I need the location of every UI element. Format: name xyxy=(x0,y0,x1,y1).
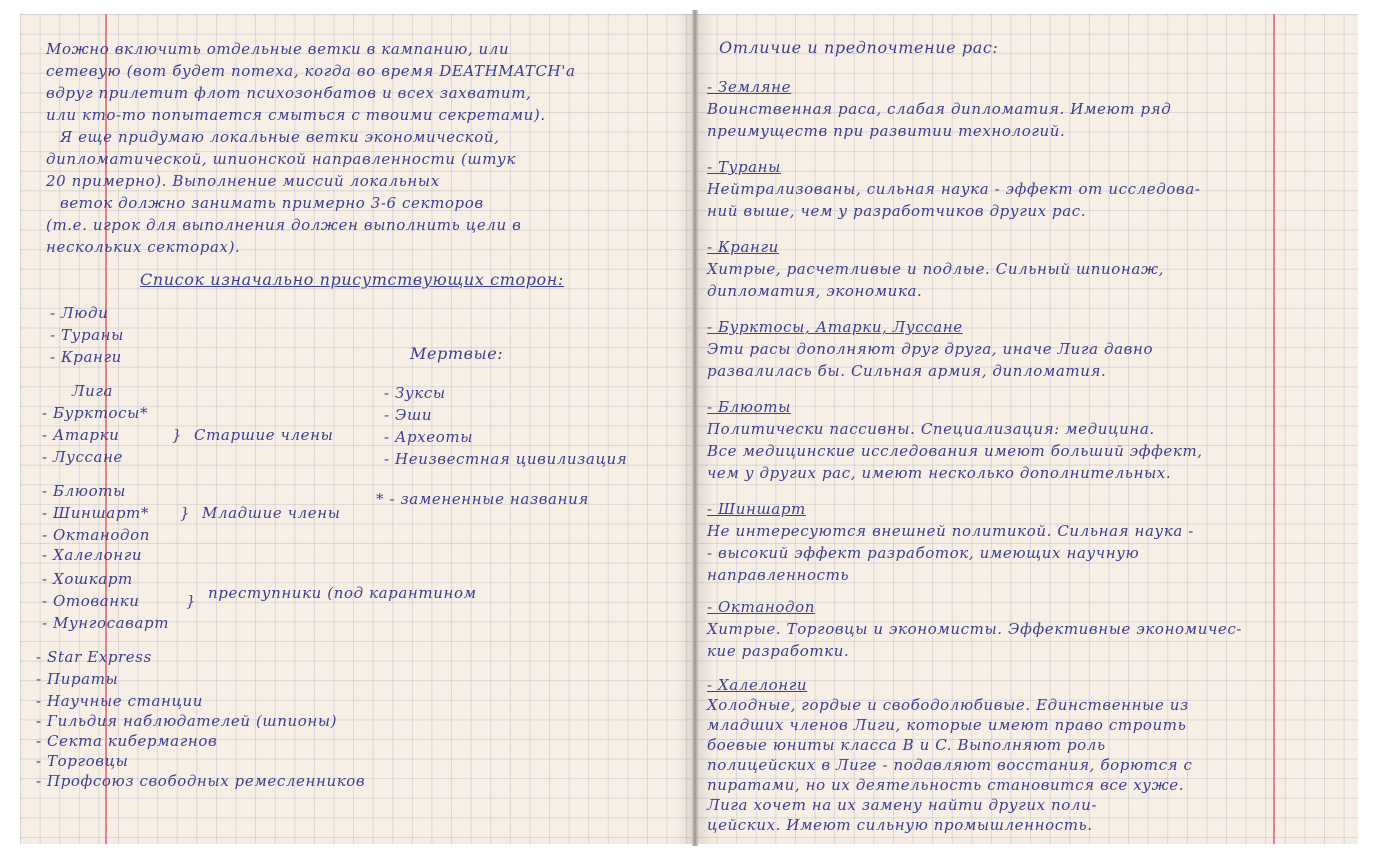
section-heading: - Халелонги xyxy=(707,676,808,694)
criminal-item: - Хошкарт xyxy=(42,570,133,588)
list-item: - Тураны xyxy=(50,326,124,344)
section-line: Холодные, гордые и свободолюбивые. Единственные из xyxy=(707,696,1189,714)
section-line: Эти расы дополняют друг друга, иначе Лига давно xyxy=(707,340,1154,358)
section-line: Хитрые, расчетливые и подлые. Сильный шпионаж, xyxy=(707,260,1164,278)
misc-item: - Гильдия наблюдателей (шпионы) xyxy=(36,712,338,730)
misc-item: - Секта кибермагнов xyxy=(36,732,218,750)
section-line: дипломатия, экономика. xyxy=(707,282,923,300)
senior-label: Старшие члены xyxy=(194,426,334,444)
right-page xyxy=(697,14,1358,844)
section-line: боевые юниты класса B и C. Выполняют роль xyxy=(707,736,1106,754)
section-heading: - Кранги xyxy=(707,238,779,256)
misc-item: - Профсоюз свободных ремесленников xyxy=(36,772,366,790)
misc-item: - Научные станции xyxy=(36,692,204,710)
intro-line: 20 примерно). Выполнение миссий локальных xyxy=(46,172,440,190)
misc-item: - Торговцы xyxy=(36,752,129,770)
list-title: Список изначально присутствующих сторон: xyxy=(140,270,564,289)
criminal-item: - Мунгосаварт xyxy=(42,614,170,632)
section-line: чем у других рас, имеют несколько дополнительных. xyxy=(707,464,1172,482)
right-title: Отличие и предпочтение рас: xyxy=(719,38,999,57)
section-line: цейских. Имеют сильную промышленность. xyxy=(707,816,1093,834)
list-item: - Кранги xyxy=(50,348,122,366)
criminal-bracket: } xyxy=(186,592,197,610)
dead-title: Мертвые: xyxy=(410,344,504,363)
intro-line: Я еще придумаю локальные ветки экономической, xyxy=(60,128,500,146)
criminal-label: преступники (под карантином xyxy=(208,584,477,602)
dead-item: - Неизвестная цивилизация xyxy=(384,450,628,468)
list-item: - Люди xyxy=(50,304,109,322)
junior-bracket: } xyxy=(180,504,191,522)
intro-line: вдруг прилетит флот психозонбатов и всех захватит, xyxy=(46,84,532,102)
section-line: преимуществ при развитии технологий. xyxy=(707,122,1066,140)
section-heading: - Шиншарт xyxy=(707,500,806,518)
section-line: полицейских в Лиге - подавляют восстания, борются с xyxy=(707,756,1193,774)
section-line: кие разработки. xyxy=(707,642,850,660)
section-line: Не интересуются внешней политикой. Сильная наука - xyxy=(707,522,1194,540)
section-heading: - Октанодоп xyxy=(707,598,815,616)
section-line: Воинственная раса, слабая дипломатия. Имеют ряд xyxy=(707,100,1172,118)
section-line: Политически пассивны. Специализация: медицина. xyxy=(707,420,1155,438)
section-line: пиратами, но их деятельность становится все хуже. xyxy=(707,776,1185,794)
section-heading: - Блюоты xyxy=(707,398,791,416)
junior-item: - Халелонги xyxy=(42,546,143,564)
intro-line: нескольких секторах). xyxy=(46,238,241,256)
left-page xyxy=(20,14,693,844)
liga-title: Лига xyxy=(72,382,114,400)
section-line: младших членов Лиги, которые имеют право строить xyxy=(707,716,1187,734)
right-margin-line xyxy=(1273,14,1275,844)
section-heading: - Тураны xyxy=(707,158,781,176)
section-line: Нейтрализованы, сильная наука - эффект от исследова- xyxy=(707,180,1201,198)
misc-item: - Пираты xyxy=(36,670,119,688)
dead-item: - Эши xyxy=(384,406,433,424)
intro-line: веток должно занимать примерно 3-6 секторов xyxy=(60,194,484,212)
junior-item: - Блюоты xyxy=(42,482,126,500)
dead-item: - Зуксы xyxy=(384,384,446,402)
misc-item: - Star Express xyxy=(36,648,152,666)
intro-line: дипломатической, шпионской направленности (штук xyxy=(46,150,516,168)
criminal-item: - Отованки xyxy=(42,592,140,610)
junior-item: - Шиншарт* xyxy=(42,504,149,522)
footnote: * - замененные названия xyxy=(376,490,589,508)
section-line: Лига хочет на их замену найти других поли- xyxy=(707,796,1098,814)
intro-line: Можно включить отдельные ветки в кампанию, или xyxy=(46,40,510,58)
intro-line: или кто-то попытается смыться с твоими секретами). xyxy=(46,106,546,124)
section-line: направленность xyxy=(707,566,850,584)
section-heading: - Земляне xyxy=(707,78,792,96)
section-line: - высокий эффект разработок, имеющих научную xyxy=(707,544,1140,562)
junior-label: Младшие члены xyxy=(202,504,341,522)
section-heading: - Бурктосы, Атарки, Луссане xyxy=(707,318,963,336)
dead-item: - Археоты xyxy=(384,428,474,446)
senior-item: - Бурктосы* xyxy=(42,404,149,422)
section-line: Все медицинские исследования имеют больший эффект, xyxy=(707,442,1203,460)
senior-item: - Луссане xyxy=(42,448,123,466)
senior-item: - Атарки xyxy=(42,426,120,444)
senior-bracket: } xyxy=(172,426,183,444)
section-line: Хитрые. Торговцы и экономисты. Эффективные экономичес- xyxy=(707,620,1243,638)
intro-line: (т.е. игрок для выполнения должен выполнить цели в xyxy=(46,216,522,234)
junior-item: - Октанодоп xyxy=(42,526,150,544)
section-line: развалилась бы. Сильная армия, дипломатия. xyxy=(707,362,1107,380)
intro-line: сетевую (вот будет потеха, когда во время DEATHMATCH'а xyxy=(46,62,576,80)
section-line: ний выше, чем у разработчиков других рас. xyxy=(707,202,1087,220)
